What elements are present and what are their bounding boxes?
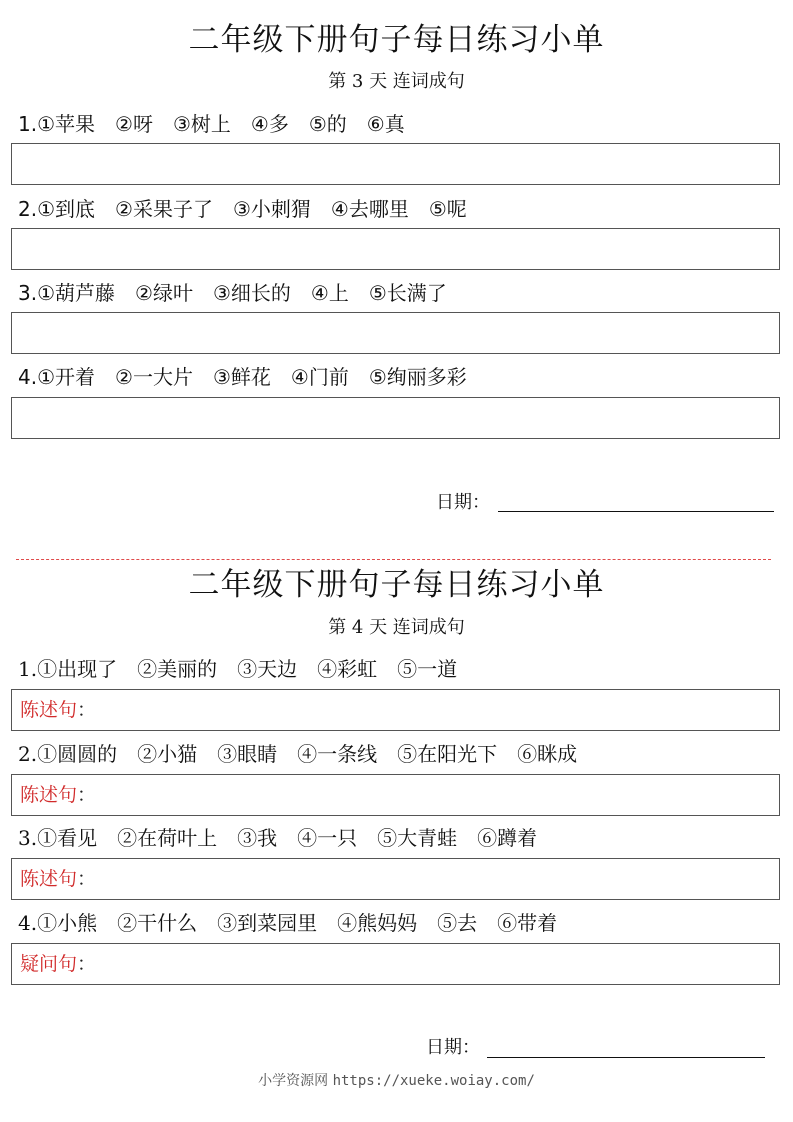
word-card: ①圆圆的 — [37, 742, 118, 766]
answer-box[interactable] — [11, 228, 780, 270]
prompt-colon: ： — [77, 699, 97, 721]
word-card: ①开着 — [37, 365, 96, 389]
sentence-type: 疑问句 — [20, 953, 78, 975]
question-3 — [18, 280, 467, 306]
word-card: ⑤呢 — [428, 197, 467, 221]
word-card: ④彩虹 — [317, 657, 378, 681]
word-card: ⑤一道 — [397, 657, 458, 681]
sentence-type-prompt — [20, 867, 96, 891]
question-number: 2. — [18, 197, 38, 221]
sentence-type-prompt — [20, 783, 96, 807]
sentence-type: 陈述句 — [20, 868, 78, 890]
word-card: ⑥真 — [366, 112, 405, 136]
word-card: ⑥眯成 — [517, 742, 578, 766]
prompt-colon: ： — [77, 784, 97, 806]
word-card: ⑤在阳光下 — [397, 742, 498, 766]
question-2 — [18, 196, 487, 222]
answer-box[interactable] — [11, 858, 780, 900]
word-card: ②干什么 — [117, 911, 198, 935]
answer-box[interactable] — [11, 312, 780, 354]
word-card: ③鲜花 — [212, 365, 271, 389]
prompt-colon: ： — [77, 953, 97, 975]
question-1 — [18, 111, 425, 137]
question-number: 1. — [18, 112, 38, 136]
word-card: ⑤去 — [437, 911, 478, 935]
site-url-link[interactable]: https://xueke.woiay.com/ — [332, 1073, 535, 1089]
word-card: ⑤的 — [308, 112, 347, 136]
word-card: ④门前 — [290, 365, 349, 389]
question-1 — [18, 656, 477, 682]
footer-watermark — [0, 1070, 793, 1090]
word-card: ②采果子了 — [115, 197, 213, 221]
word-card: ⑥蹲着 — [477, 826, 538, 850]
word-card: ③小刺猬 — [232, 197, 311, 221]
question-2 — [18, 741, 597, 767]
site-name: 小学资源网 — [258, 1073, 329, 1089]
word-card: ④多 — [250, 112, 289, 136]
word-card: ①出现了 — [37, 657, 118, 681]
sentence-type: 陈述句 — [20, 784, 78, 806]
word-card: ③细长的 — [212, 281, 291, 305]
question-number: 2. — [18, 742, 38, 766]
word-card: ④上 — [310, 281, 349, 305]
answer-box[interactable] — [11, 774, 780, 816]
question-4 — [18, 364, 487, 390]
date-input-line[interactable] — [498, 511, 774, 512]
word-card: ①葫芦藤 — [37, 281, 116, 305]
word-card: ②一大片 — [115, 365, 193, 389]
word-card: ③树上 — [172, 112, 231, 136]
question-3 — [18, 825, 557, 851]
sentence-type-prompt — [20, 698, 96, 722]
page-subtitle: 第 4 天 连词成句 — [328, 617, 465, 638]
word-card: ④一条线 — [297, 742, 378, 766]
word-card: ①到底 — [37, 197, 96, 221]
word-card: ③天边 — [237, 657, 298, 681]
word-card: ④一只 — [297, 826, 358, 850]
word-card: ③眼睛 — [217, 742, 278, 766]
word-card: ⑤长满了 — [368, 281, 447, 305]
word-card: ⑤大青蛙 — [377, 826, 458, 850]
word-card: ①看见 — [37, 826, 98, 850]
question-number: 3. — [18, 826, 38, 850]
question-number: 4. — [18, 911, 38, 935]
question-number: 3. — [18, 281, 38, 305]
word-card: ②在荷叶上 — [117, 826, 218, 850]
word-card: ②呀 — [115, 112, 153, 136]
page-title: 二年级下册句子每日练习小单 — [188, 567, 605, 603]
answer-box[interactable] — [11, 397, 780, 439]
word-card: ②小猫 — [137, 742, 198, 766]
answer-box[interactable] — [11, 943, 780, 985]
page-title: 二年级下册句子每日练习小单 — [188, 22, 605, 58]
word-card: ④熊妈妈 — [337, 911, 418, 935]
word-card: ②美丽的 — [137, 657, 218, 681]
answer-box[interactable] — [11, 143, 780, 185]
question-4 — [18, 910, 577, 936]
cut-line-divider — [16, 559, 771, 560]
word-card: ②绿叶 — [135, 281, 193, 305]
word-card: ④去哪里 — [330, 197, 409, 221]
word-card: ③到菜园里 — [217, 911, 318, 935]
date-input-line[interactable] — [487, 1057, 765, 1058]
word-card: ⑥带着 — [497, 911, 558, 935]
question-number: 1. — [18, 657, 38, 681]
question-number: 4. — [18, 365, 38, 389]
sentence-type: 陈述句 — [20, 699, 78, 721]
sentence-type-prompt — [20, 952, 96, 976]
word-card: ①小熊 — [37, 911, 98, 935]
word-card: ⑤绚丽多彩 — [368, 365, 467, 389]
prompt-colon: ： — [77, 868, 97, 890]
word-card: ③我 — [237, 826, 278, 850]
answer-box[interactable] — [11, 689, 780, 731]
word-card: ①苹果 — [37, 112, 96, 136]
date-label: 日期： — [436, 492, 490, 513]
date-label: 日期： — [426, 1037, 480, 1058]
page-subtitle: 第 3 天 连词成句 — [328, 71, 465, 92]
